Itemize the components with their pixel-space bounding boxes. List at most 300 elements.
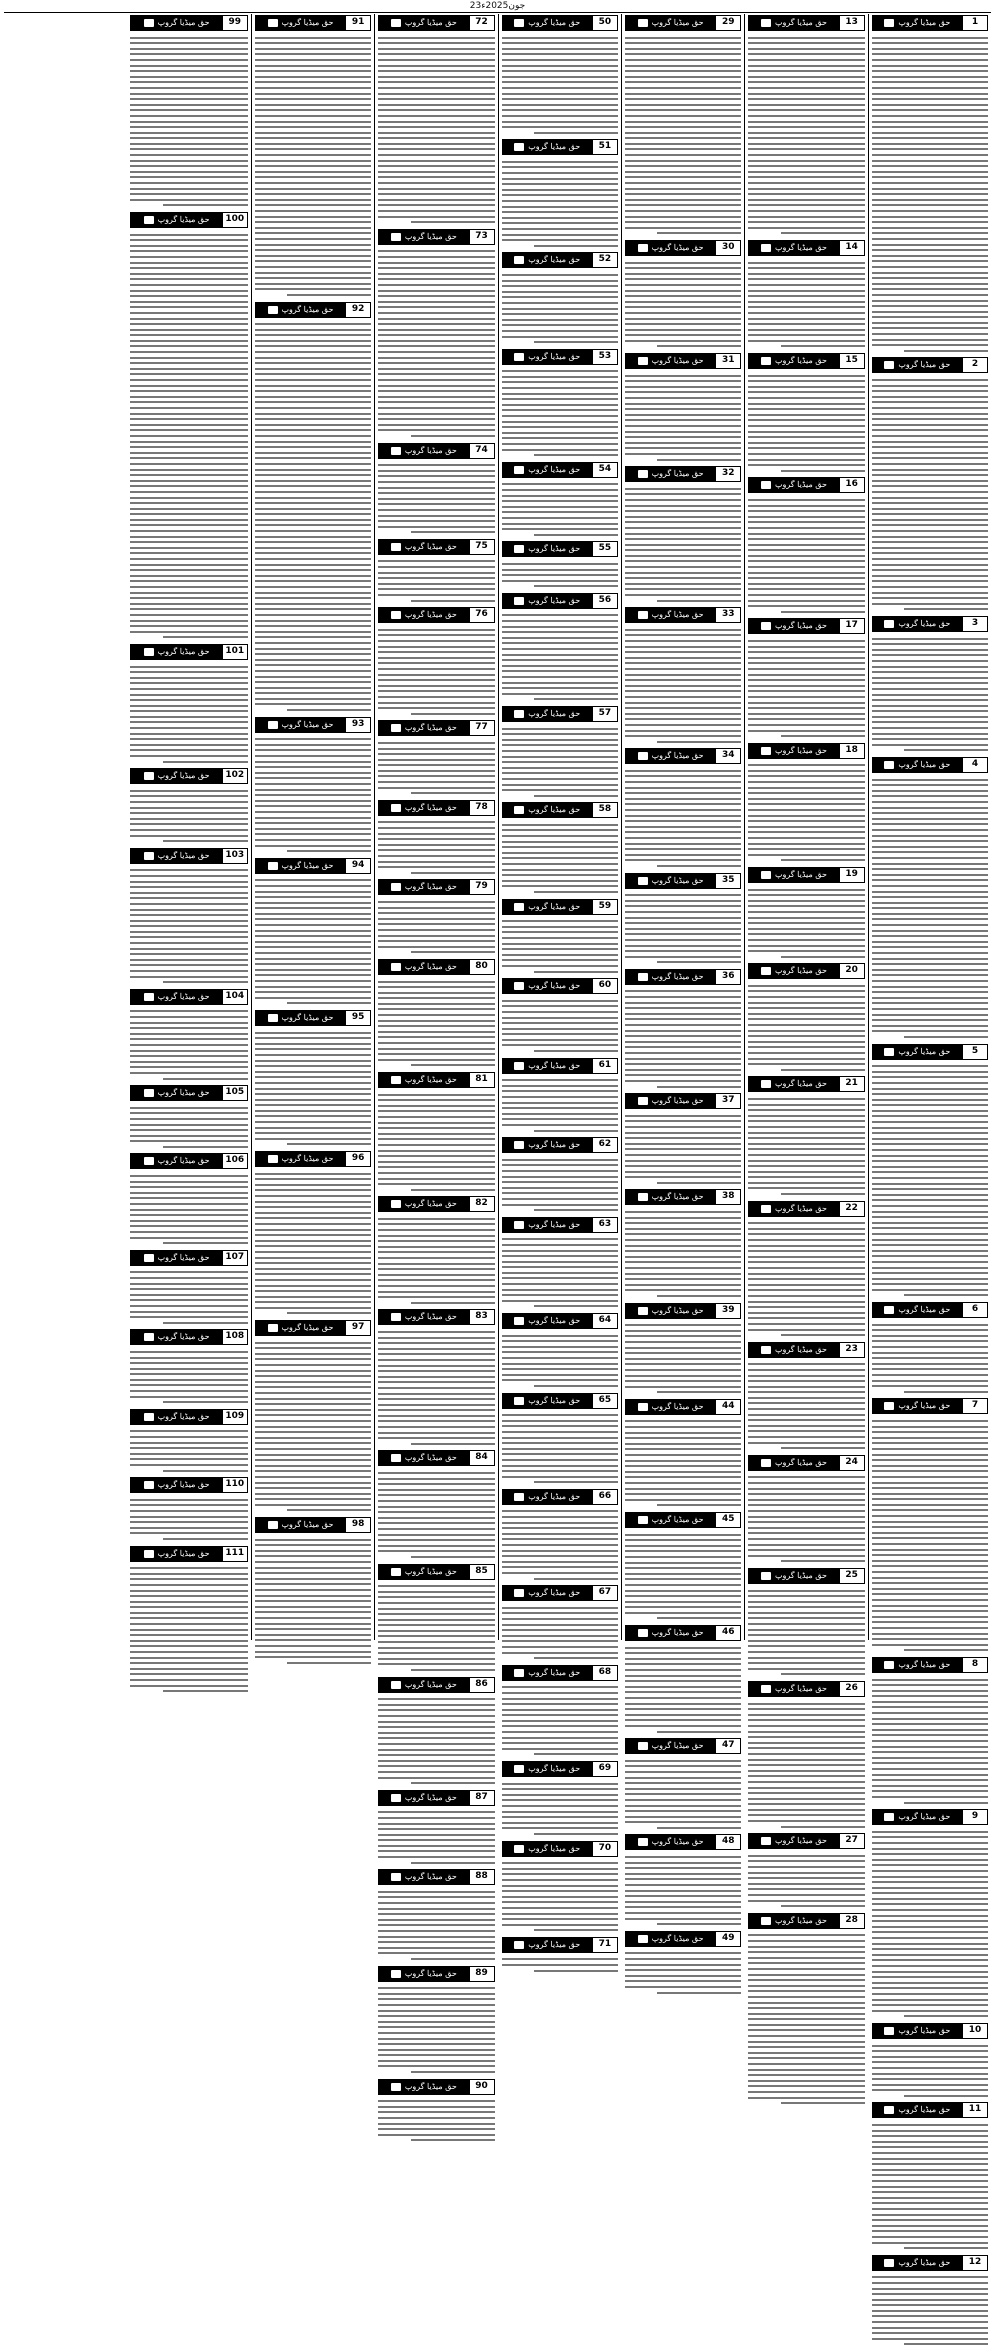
text-line	[872, 1476, 988, 1478]
text-line	[625, 1969, 741, 1971]
media-group-label	[749, 1914, 838, 1928]
text-line	[748, 1759, 864, 1761]
text-line	[872, 592, 988, 594]
text-line	[130, 81, 247, 83]
text-line	[748, 1747, 864, 1749]
text-line	[748, 900, 864, 902]
text-line	[255, 1065, 371, 1067]
text-line	[748, 1035, 864, 1037]
text-line	[748, 442, 864, 444]
media-group-label	[256, 1011, 345, 1025]
text-line	[872, 710, 988, 712]
text-line	[130, 1590, 247, 1592]
text-line	[625, 516, 741, 518]
news-item	[378, 1308, 494, 1449]
text-line	[657, 1992, 741, 1994]
text-line	[748, 1803, 864, 1805]
text-line	[130, 42, 247, 44]
text-line	[378, 1122, 494, 1124]
text-line	[255, 362, 371, 364]
text-line	[255, 1628, 371, 1630]
news-item-text	[748, 257, 864, 352]
text-line	[872, 1442, 988, 1444]
text-line	[378, 329, 494, 331]
media-group-label	[626, 1932, 715, 1946]
news-item	[748, 1454, 864, 1567]
text-line	[872, 907, 988, 909]
text-line	[502, 1652, 618, 1654]
text-line	[130, 1140, 247, 1142]
text-line	[872, 997, 988, 999]
text-line	[625, 340, 741, 342]
text-line	[378, 787, 494, 789]
text-line	[625, 724, 741, 726]
text-line	[502, 495, 618, 497]
text-line	[625, 1330, 741, 1332]
text-line	[872, 2124, 988, 2126]
text-line	[378, 1811, 494, 1813]
text-line	[255, 789, 371, 791]
news-item-text	[502, 819, 618, 897]
text-line	[625, 956, 741, 958]
text-line	[378, 997, 494, 999]
text-line	[502, 1618, 618, 1620]
text-line	[378, 267, 494, 269]
text-line	[534, 1753, 618, 1755]
text-line	[625, 696, 741, 698]
text-line	[502, 1516, 618, 1518]
media-group-name: حق میڈیا گروپ	[651, 18, 704, 27]
text-line	[872, 1008, 988, 1010]
text-line	[130, 1634, 247, 1636]
text-line	[130, 239, 247, 241]
text-line	[748, 1979, 864, 1981]
news-item-header	[502, 1841, 618, 1857]
text-line	[502, 1709, 618, 1711]
text-line	[255, 885, 371, 887]
text-line	[130, 290, 247, 292]
text-line	[378, 764, 494, 766]
text-line	[378, 132, 494, 134]
text-line	[255, 329, 371, 331]
text-line	[378, 503, 494, 505]
text-line	[625, 1488, 741, 1490]
text-line	[255, 368, 371, 370]
text-line	[378, 429, 494, 431]
text-line	[872, 1864, 988, 1866]
text-line	[748, 854, 864, 856]
text-line	[625, 1035, 741, 1037]
text-line	[255, 407, 371, 409]
logo-icon	[514, 256, 524, 264]
text-line	[872, 896, 988, 898]
text-line	[872, 48, 988, 50]
text-line	[625, 408, 741, 410]
text-line	[748, 798, 864, 800]
text-line	[872, 1605, 988, 1607]
media-group-label	[503, 1314, 592, 1328]
news-item-number: 5	[962, 1045, 987, 1059]
logo-icon	[514, 1589, 524, 1597]
text-line	[255, 1307, 371, 1309]
logo-icon	[761, 1572, 771, 1580]
text-line	[625, 397, 741, 399]
news-item-number: 12	[962, 2256, 987, 2270]
media-group-label	[379, 16, 468, 30]
text-line	[625, 59, 741, 61]
text-line	[502, 81, 618, 83]
news-item-text	[748, 1218, 864, 1341]
text-line	[657, 345, 741, 347]
text-line	[625, 1278, 741, 1280]
text-line	[872, 980, 988, 982]
text-line	[748, 640, 864, 642]
text-line	[748, 312, 864, 314]
news-column	[868, 14, 991, 2267]
news-item-header	[625, 466, 741, 482]
media-group-name: حق میڈیا گروپ	[404, 882, 457, 892]
text-line	[502, 500, 618, 502]
text-line	[625, 1862, 741, 1864]
text-line	[378, 1817, 494, 1819]
news-item	[872, 2254, 988, 2350]
text-line	[872, 1138, 988, 1140]
text-line	[502, 1827, 618, 1829]
text-line	[255, 1572, 371, 1574]
text-line	[378, 1506, 494, 1508]
media-group-name: حق میڈیا گروپ	[404, 231, 457, 241]
news-item-text	[378, 1694, 494, 1789]
text-line	[748, 1278, 864, 1280]
text-line	[502, 857, 618, 859]
news-item	[872, 1301, 988, 1397]
text-line	[255, 266, 371, 268]
text-line	[130, 1368, 247, 1370]
text-line	[255, 1054, 371, 1056]
text-line	[748, 1996, 864, 1998]
text-line	[502, 1924, 618, 1926]
text-line	[904, 350, 988, 352]
news-item-text	[378, 2096, 494, 2146]
news-item-text	[502, 916, 618, 978]
text-line	[130, 357, 247, 359]
text-line	[378, 1534, 494, 1536]
text-line	[872, 2276, 988, 2278]
media-group-name: حق میڈیا گروپ	[651, 356, 704, 366]
news-item-header	[502, 462, 618, 478]
news-item-header	[378, 1869, 494, 1885]
text-line	[625, 1471, 741, 1473]
text-line	[130, 1231, 247, 1233]
news-item-text	[502, 723, 618, 801]
text-line	[625, 221, 741, 223]
text-line	[872, 148, 988, 150]
logo-icon	[514, 1845, 524, 1853]
news-item-text	[748, 1698, 864, 1832]
text-line	[130, 1390, 247, 1392]
text-line	[872, 812, 988, 814]
text-line	[378, 357, 494, 359]
text-line	[130, 920, 247, 922]
text-line	[748, 600, 864, 602]
text-line	[748, 1657, 864, 1659]
text-line	[130, 727, 247, 729]
text-line	[502, 1607, 618, 1609]
text-line	[130, 953, 247, 955]
text-line	[502, 387, 618, 389]
text-line	[502, 1544, 618, 1546]
text-line	[130, 278, 247, 280]
text-line	[872, 81, 988, 83]
text-line	[130, 1288, 247, 1290]
text-line	[255, 143, 371, 145]
text-line	[255, 991, 371, 993]
media-group-name: حق میڈیا گروپ	[281, 1154, 334, 1164]
news-item-number: 74	[469, 444, 494, 458]
text-line	[255, 1595, 371, 1597]
text-line	[872, 115, 988, 117]
text-line	[411, 600, 495, 602]
news-item-header	[748, 1833, 864, 1849]
text-line	[625, 1918, 741, 1920]
text-line	[872, 2174, 988, 2176]
text-line	[748, 781, 864, 783]
text-line	[130, 93, 247, 95]
text-line	[748, 160, 864, 162]
text-line	[130, 413, 247, 415]
text-line	[748, 76, 864, 78]
text-line	[255, 210, 371, 212]
text-line	[872, 104, 988, 106]
text-line	[255, 772, 371, 774]
text-line	[502, 1085, 618, 1087]
text-line	[255, 1651, 371, 1653]
text-line	[255, 1257, 371, 1259]
logo-icon	[144, 772, 154, 780]
text-line	[748, 770, 864, 772]
text-line	[748, 1668, 864, 1670]
text-line	[748, 1985, 864, 1987]
text-line	[130, 132, 247, 134]
news-item-text	[130, 32, 247, 211]
text-line	[534, 534, 618, 536]
text-line	[130, 312, 247, 314]
text-line	[130, 1225, 247, 1227]
text-line	[625, 770, 741, 772]
text-line	[502, 863, 618, 865]
text-line	[872, 76, 988, 78]
text-line	[130, 749, 247, 751]
text-line	[255, 564, 371, 566]
media-group-name: حق میڈیا گروپ	[157, 850, 210, 860]
text-line	[872, 288, 988, 290]
text-line	[625, 928, 741, 930]
text-line	[502, 1204, 618, 1206]
text-line	[625, 193, 741, 195]
text-line	[748, 1317, 864, 1319]
text-line	[502, 744, 618, 746]
text-line	[255, 249, 371, 251]
text-line	[748, 764, 864, 766]
text-line	[255, 1088, 371, 1090]
logo-icon	[514, 597, 524, 605]
news-item-number: 92	[345, 303, 370, 317]
text-line	[130, 98, 247, 100]
news-item-text	[748, 635, 864, 741]
text-line	[748, 1289, 864, 1291]
text-line	[130, 558, 247, 560]
text-line	[872, 132, 988, 134]
text-line	[625, 386, 741, 388]
news-item-text	[378, 1326, 494, 1449]
text-line	[378, 1257, 494, 1259]
news-item-text	[378, 1213, 494, 1308]
text-line	[502, 517, 618, 519]
text-line	[130, 273, 247, 275]
news-item-header	[872, 2023, 988, 2039]
news-item-text	[872, 1061, 988, 1302]
text-line	[625, 634, 741, 636]
text-line	[378, 1528, 494, 1530]
text-line	[748, 707, 864, 709]
media-group-label	[131, 990, 221, 1004]
text-line	[748, 375, 864, 377]
text-line	[748, 685, 864, 687]
text-line	[378, 1144, 494, 1146]
text-line	[625, 1375, 741, 1377]
text-line	[502, 1896, 618, 1898]
text-line	[625, 160, 741, 162]
text-line	[502, 1170, 618, 1172]
text-line	[872, 1030, 988, 1032]
text-line	[378, 278, 494, 280]
news-item-number: 20	[839, 964, 864, 978]
text-line	[625, 1154, 741, 1156]
text-line	[255, 1132, 371, 1134]
news-item-text	[872, 374, 988, 615]
text-line	[130, 245, 247, 247]
text-line	[255, 1262, 371, 1264]
text-line	[872, 1132, 988, 1134]
text-line	[748, 2091, 864, 2093]
text-line	[130, 193, 247, 195]
text-line	[255, 171, 371, 173]
news-item-number: 50	[592, 16, 617, 30]
text-line	[657, 1086, 741, 1088]
news-item-text	[255, 1337, 371, 1516]
text-line	[872, 1943, 988, 1945]
text-line	[872, 969, 988, 971]
text-line	[130, 1606, 247, 1608]
text-line	[502, 1005, 618, 1007]
text-line	[502, 835, 618, 837]
media-group-label	[749, 1834, 838, 1848]
text-line	[748, 1951, 864, 1953]
news-item-header	[502, 1665, 618, 1681]
text-line	[748, 182, 864, 184]
text-line	[748, 1601, 864, 1603]
text-line	[625, 702, 741, 704]
text-line	[657, 1295, 741, 1297]
text-line	[255, 216, 371, 218]
text-line	[872, 1002, 988, 1004]
text-line	[502, 1862, 618, 1864]
text-line	[748, 1516, 864, 1518]
text-line	[130, 329, 247, 331]
text-line	[748, 1708, 864, 1710]
media-group-name: حق میڈیا گروپ	[528, 351, 581, 361]
text-line	[255, 508, 371, 510]
text-line	[748, 2035, 864, 2037]
text-line	[255, 681, 371, 683]
text-line	[130, 1584, 247, 1586]
text-line	[625, 843, 741, 845]
text-line	[130, 1685, 247, 1687]
media-group-name: حق میڈیا گروپ	[898, 1659, 951, 1669]
text-line	[287, 294, 371, 296]
news-item	[255, 14, 371, 301]
text-line	[625, 1176, 741, 1178]
news-column	[498, 14, 621, 1949]
text-line	[130, 886, 247, 888]
news-item	[748, 476, 864, 617]
logo-icon	[391, 19, 401, 27]
news-item-header	[378, 959, 494, 975]
text-line	[130, 536, 247, 538]
news-item-number: 53	[592, 350, 617, 364]
text-line	[255, 480, 371, 482]
news-item-text	[255, 319, 371, 716]
text-line	[872, 1289, 988, 1291]
media-group-label	[749, 241, 838, 255]
text-line	[502, 1374, 618, 1376]
news-item	[625, 1737, 741, 1833]
news-item	[872, 1656, 988, 1808]
text-line	[502, 178, 618, 180]
text-line	[378, 284, 494, 286]
logo-icon	[144, 1157, 154, 1165]
text-line	[748, 204, 864, 206]
news-item-number: 21	[839, 1077, 864, 1091]
text-line	[378, 48, 494, 50]
text-line	[748, 1284, 864, 1286]
media-group-label	[503, 1394, 592, 1408]
text-line	[872, 1976, 988, 1978]
text-line	[378, 1296, 494, 1298]
text-line	[748, 1256, 864, 1258]
media-group-label	[379, 608, 468, 622]
text-line	[625, 70, 741, 72]
text-line	[657, 1923, 741, 1925]
top-rule	[4, 12, 991, 13]
text-line	[502, 926, 618, 928]
text-line	[872, 974, 988, 976]
news-item	[872, 1808, 988, 2022]
media-group-name: حق میڈیا گروپ	[775, 1457, 827, 1467]
text-line	[255, 345, 371, 347]
text-line	[502, 126, 618, 128]
text-line	[502, 172, 618, 174]
news-item-header	[502, 1058, 618, 1074]
text-line	[625, 1719, 741, 1721]
text-line	[872, 1127, 988, 1129]
news-item-number: 7	[962, 1399, 987, 1413]
text-line	[748, 431, 864, 433]
text-line	[748, 227, 864, 229]
news-item-header	[502, 139, 618, 155]
text-line	[625, 566, 741, 568]
text-line	[502, 1799, 618, 1801]
